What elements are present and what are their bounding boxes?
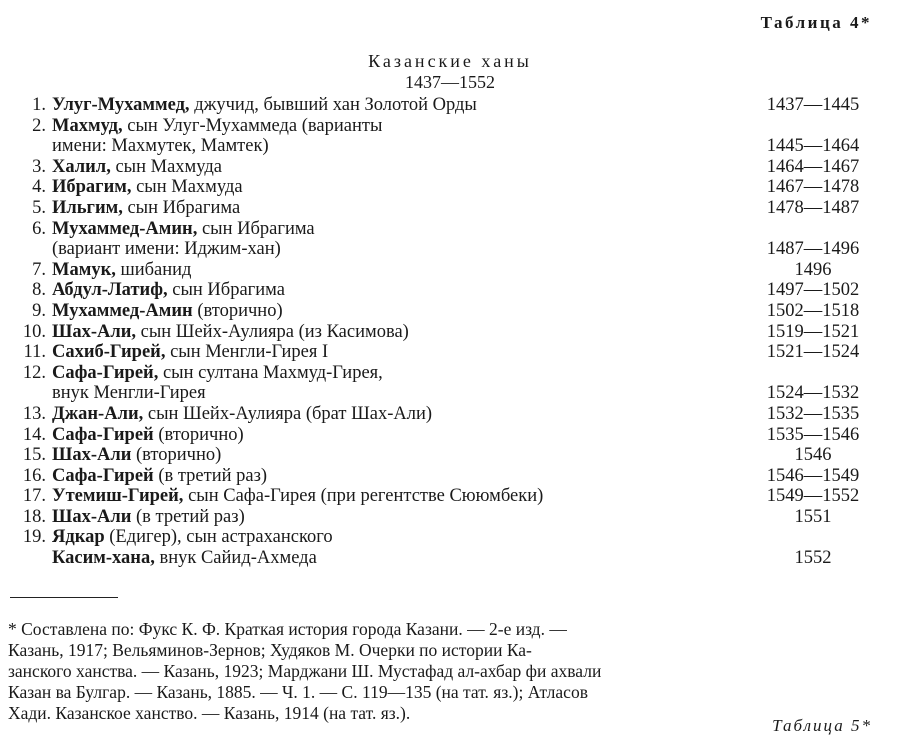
table-row xyxy=(18,301,878,322)
row-number: 4. xyxy=(32,177,46,198)
row-number: 5. xyxy=(32,197,46,218)
row-number: 18. xyxy=(22,506,46,527)
footnote xyxy=(8,619,878,724)
reign-years: 1445—1464 xyxy=(766,136,860,157)
reign-years: 1502—1518 xyxy=(766,300,860,321)
reign-years: 1546—1549 xyxy=(766,465,860,486)
khan-description: сын Улуг-Мухаммеда (варианты xyxy=(122,115,383,136)
khan-description: шибанид xyxy=(115,259,192,280)
table-row xyxy=(18,157,878,178)
footnote-line: Казан ва Булгар. — Казань, 1885. — Ч. 1. — С. 119—135 (на тат. яз.); Атласов xyxy=(8,682,588,702)
row-number: 8. xyxy=(32,280,46,301)
khan-description: (в третий раз) xyxy=(153,465,268,486)
khan-name: Сафа-Гирей xyxy=(52,465,154,486)
khan-description: имени: Махмутек, Мамтек) xyxy=(52,136,269,157)
footnote-line: занского ханства. — Казань, 1923; Марджани Ш. Мустафад ал-ахбар фи ахвали xyxy=(8,661,602,681)
khan-name: Мамук, xyxy=(52,259,116,280)
row-text xyxy=(46,280,748,301)
row-number: 13. xyxy=(22,403,46,424)
khan-name: Абдул-Латиф, xyxy=(52,280,168,301)
table-row xyxy=(18,445,878,466)
khan-name: Ильгим, xyxy=(52,197,123,218)
table-row xyxy=(18,466,878,487)
reign-years: 1532—1535 xyxy=(766,403,860,424)
reign-years: 1497—1502 xyxy=(766,280,860,301)
khan-description: сын Ибрагима xyxy=(197,218,315,239)
row-number: 11. xyxy=(23,342,46,363)
row-text xyxy=(46,342,748,363)
khan-description: сын Ибрагима xyxy=(167,280,285,301)
reign-years: 1478—1487 xyxy=(766,197,860,218)
table-row xyxy=(18,219,878,240)
khan-description: (в третий раз) xyxy=(131,506,245,527)
khan-description: сын султана Махмуд-Гирея, xyxy=(158,362,383,383)
row-number: 1. xyxy=(32,95,46,115)
row-text xyxy=(46,136,748,157)
row-text xyxy=(46,260,748,281)
row-number: 17. xyxy=(22,486,46,507)
reign-years xyxy=(748,527,878,548)
row-text xyxy=(46,527,748,548)
reign-years: 1521—1524 xyxy=(766,342,860,363)
table-row xyxy=(18,363,878,384)
row-number: 14. xyxy=(22,424,46,445)
row-text xyxy=(46,486,748,507)
row-number: 16. xyxy=(22,465,46,486)
khan-name: Сафа-Гирей, xyxy=(52,362,159,383)
row-text xyxy=(46,425,748,446)
row-text xyxy=(46,198,748,219)
khan-description: сын Ибрагима xyxy=(122,197,241,218)
table-row xyxy=(18,527,878,548)
row-text xyxy=(46,322,748,343)
khan-description: внук Менгли-Гирея xyxy=(52,383,206,404)
reign-years: 1467—1478 xyxy=(766,177,860,198)
table-row xyxy=(18,116,878,137)
khans-table xyxy=(18,95,878,569)
khan-description: (вторично) xyxy=(192,300,283,321)
table-row xyxy=(18,177,878,198)
row-number: 9. xyxy=(32,300,46,321)
khan-description: сын Шейх-Аулияра (из Касимова) xyxy=(136,321,409,342)
reign-years: 1546 xyxy=(794,445,832,466)
khan-description: сын Шейх-Аулияра (брат Шах-Али) xyxy=(143,403,433,424)
reign-years: 1437—1445 xyxy=(766,95,860,115)
table-row xyxy=(18,198,878,219)
table-row xyxy=(18,425,878,446)
reign-years: 1519—1521 xyxy=(766,321,860,342)
footnote-line: * Составлена по: Фукс К. Ф. Краткая история города Казани. — 2-е изд. — xyxy=(8,619,567,639)
footnote-line: Хади. Казанское ханство. — Казань, 1914 (на тат. яз.). xyxy=(8,703,411,723)
khan-description: (Едигер), сын астраханского xyxy=(104,527,333,548)
khan-name: Ибрагим, xyxy=(52,177,132,198)
row-number: 3. xyxy=(32,156,46,177)
reign-years: 1487—1496 xyxy=(766,239,860,260)
khan-name: Утемиш-Гирей, xyxy=(52,486,184,507)
khan-name: Сахиб-Гирей, xyxy=(52,342,166,363)
row-text xyxy=(46,219,748,240)
row-number: 6. xyxy=(32,218,46,239)
row-number: 12. xyxy=(22,362,46,383)
table-row xyxy=(18,548,878,569)
row-number: 7. xyxy=(32,259,46,280)
reign-years xyxy=(748,219,878,240)
khan-name: Махмуд, xyxy=(52,115,123,136)
khan-description: (вариант имени: Иджим-хан) xyxy=(52,239,281,260)
khan-name: Халил, xyxy=(52,156,111,177)
khan-description: (вторично) xyxy=(153,424,244,445)
row-text xyxy=(46,116,748,137)
row-text xyxy=(46,383,748,404)
row-text xyxy=(46,177,748,198)
table-row xyxy=(18,280,878,301)
khan-name: Шах-Али xyxy=(52,506,132,527)
row-text xyxy=(46,301,748,322)
reign-years: 1535—1546 xyxy=(766,424,860,445)
reign-years: 1549—1552 xyxy=(766,486,860,507)
row-text xyxy=(46,548,748,569)
row-number: 19. xyxy=(22,527,46,548)
khan-name: Шах-Али, xyxy=(52,321,136,342)
khan-name: Сафа-Гирей xyxy=(52,424,154,445)
khan-name: Ядкар xyxy=(52,527,105,548)
row-text xyxy=(46,363,748,384)
table-row xyxy=(18,136,878,157)
row-number: 2. xyxy=(32,115,46,136)
page-title: Казанские ханы xyxy=(368,51,532,71)
table-row xyxy=(18,95,878,116)
khan-name: Улуг-Мухаммед, xyxy=(52,95,190,115)
reign-years: 1551 xyxy=(794,506,832,527)
reign-years xyxy=(748,116,878,137)
row-text xyxy=(46,95,748,116)
khan-description: сын Менгли-Гирея I xyxy=(165,342,329,363)
table-row xyxy=(18,486,878,507)
row-text xyxy=(46,404,748,425)
row-text xyxy=(46,507,748,528)
table-row xyxy=(18,322,878,343)
table-row xyxy=(18,383,878,404)
row-text xyxy=(46,466,748,487)
footnote-divider xyxy=(10,597,118,598)
khan-name: Шах-Али xyxy=(52,445,132,466)
years-range: 1437—1552 xyxy=(405,72,495,92)
reign-years xyxy=(748,363,878,384)
table-row xyxy=(18,507,878,528)
row-text xyxy=(46,239,748,260)
khan-description: внук Сайид-Ахмеда xyxy=(154,548,317,569)
khan-name: Джан-Али, xyxy=(52,403,144,424)
row-text xyxy=(46,445,748,466)
table-row xyxy=(18,260,878,281)
khan-name: Мухаммед-Амин xyxy=(52,300,193,321)
table-row xyxy=(18,342,878,363)
row-number: 15. xyxy=(22,445,46,466)
row-text xyxy=(46,157,748,178)
next-table-label: Таблица 5* xyxy=(772,716,872,735)
reign-years: 1464—1467 xyxy=(766,156,860,177)
reign-years: 1524—1532 xyxy=(766,383,860,404)
khan-name: Касим-хана, xyxy=(52,548,155,569)
khan-description: сын Махмуда xyxy=(110,156,222,177)
table-label: Таблица 4* xyxy=(760,13,872,32)
khan-description: (вторично) xyxy=(131,445,222,466)
khan-description: сын Махмуда xyxy=(131,177,243,198)
row-number: 10. xyxy=(22,321,46,342)
khan-description: сын Сафа-Гирея (при регентстве Сююмбеки) xyxy=(183,486,544,507)
khan-name: Мухаммед-Амин, xyxy=(52,218,198,239)
reign-years: 1496 xyxy=(794,259,832,280)
table-row xyxy=(18,404,878,425)
table-row xyxy=(18,239,878,260)
khan-description: джучид, бывший хан Золотой Орды xyxy=(189,95,477,115)
reign-years: 1552 xyxy=(794,548,832,569)
footnote-line: Казань, 1917; Вельяминов-Зернов; Худяков М. Очерки по истории Ка- xyxy=(8,640,532,660)
